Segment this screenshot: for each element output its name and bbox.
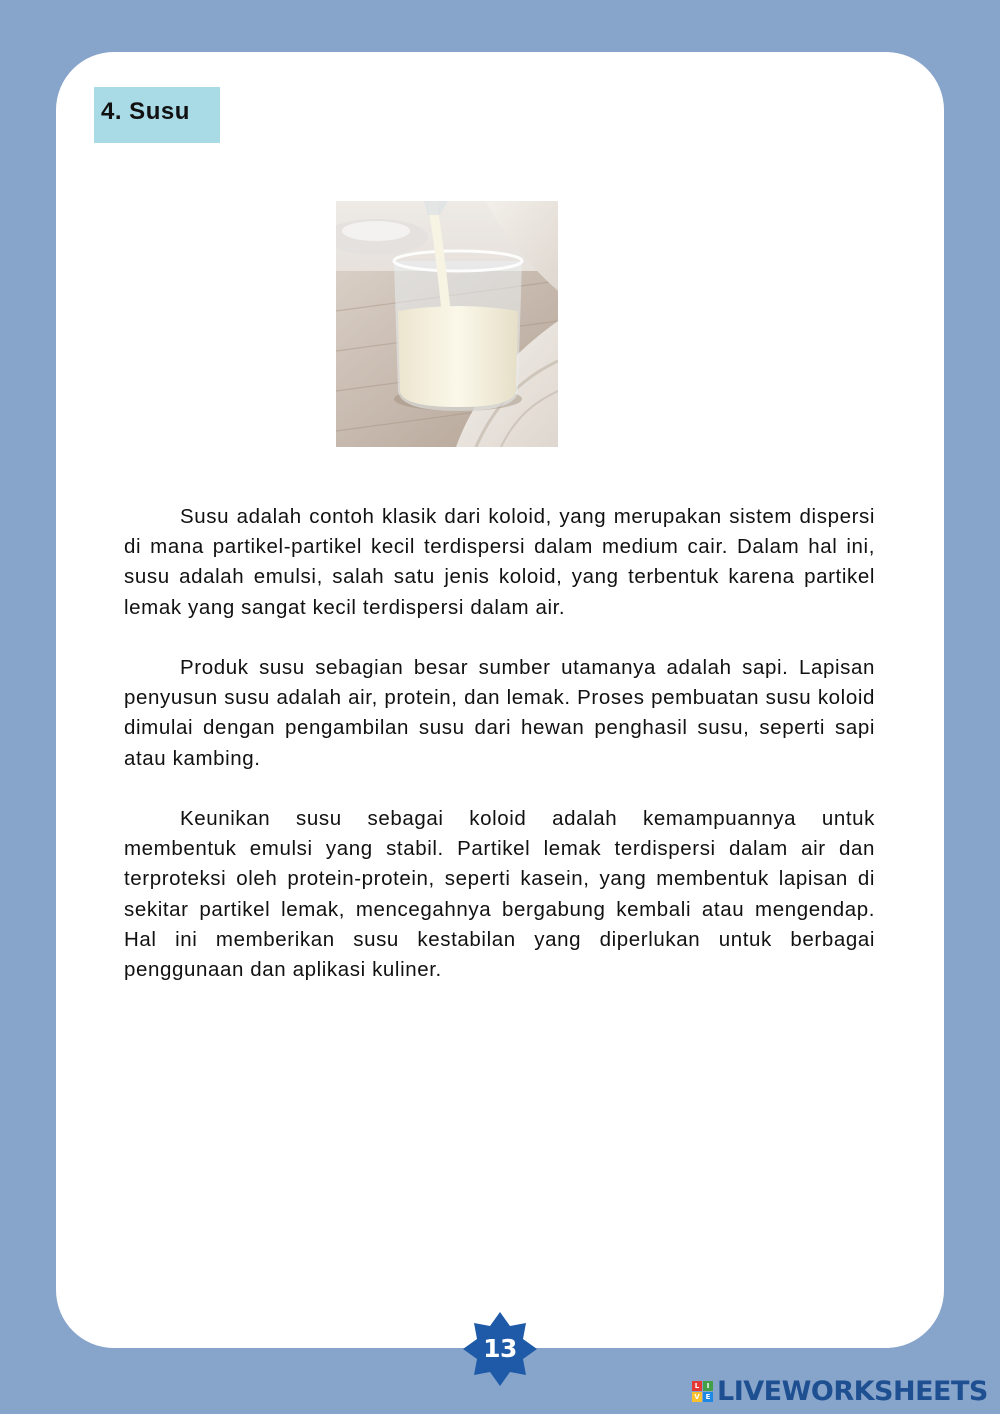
liveworksheets-logo-icon — [692, 1381, 713, 1402]
logo-letter: I — [703, 1381, 713, 1391]
paragraph-3: Keunikan susu sebagai koloid adalah kemampuannya untuk membentuk emulsi yang stabil. Partikel lemak terdispersi dalam air dan terproteksi oleh protein-protein, seperti kasein, yang membentuk lapisan di sekitar partikel lemak, mencegahnya bergabung kembali atau mengendap. Hal ini memberikan susu kestabilan yang diperlukan untuk berbagai penggunaan dan aplikasi kuliner. — [124, 807, 875, 982]
paragraph-2: Produk susu sebagian besar sumber utamanya adalah sapi. Lapisan penyusun susu adalah air, protein, dan lemak. Proses pembuatan susu koloid dimulai dengan pengambilan susu dari hewan penghasil susu, seperti sapi atau kambing. — [124, 656, 875, 770]
liveworksheets-brand[interactable] — [692, 1374, 988, 1408]
milk-photo — [336, 201, 558, 447]
logo-letter: V — [692, 1392, 702, 1402]
page-number-badge — [463, 1312, 537, 1386]
brand-name: LIVEWORKSHEETS — [717, 1375, 988, 1407]
logo-letter: L — [692, 1381, 702, 1391]
logo-letter: E — [703, 1392, 713, 1402]
page-number: 13 — [483, 1334, 517, 1363]
paragraph-1: Susu adalah contoh klasik dari koloid, yang merupakan sistem dispersi di mana partikel-partikel kecil terdispersi dalam medium cair. Dalam hal ini, susu adalah emulsi, salah satu jenis koloid, yang terbentuk karena partikel lemak yang sangat kecil terdispersi dalam air. — [124, 505, 875, 619]
section-heading: 4. Susu — [94, 87, 220, 143]
body-text — [124, 502, 875, 1015]
